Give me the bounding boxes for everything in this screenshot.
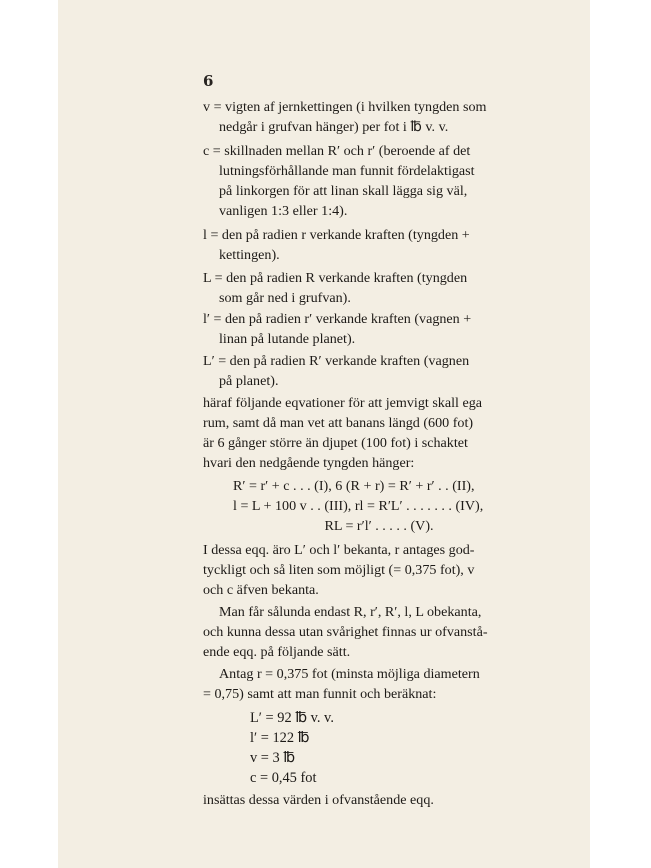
text-line-content: tyckligt och så liten som möjligt (= 0,375 fot), v [203, 562, 475, 578]
text-line [203, 309, 555, 329]
text-line-content: l′ = den på radien r′ verkande kraften (vagnen + [203, 311, 472, 327]
text-line [203, 790, 555, 810]
text-line-content: vanligen 1:3 eller 1:4). [219, 203, 348, 219]
text-line [203, 413, 555, 433]
text-line-content: på linkorgen för att linan skall lägga sig väl, [219, 183, 468, 199]
text-line-content: hvari den nedgående tyngden hänger: [203, 455, 415, 471]
text-line-content: häraf följande eqvationer för att jemvigt skall ega [203, 395, 483, 411]
text-line-content: kettingen). [219, 247, 280, 263]
text-line [219, 371, 555, 391]
given-value-content: L′ = 92 ℔ v. v. [250, 710, 334, 726]
equation-line [233, 496, 585, 516]
text-line-content: är 6 gånger större än djupet (100 fot) i schaktet [203, 435, 468, 451]
text-line [219, 329, 555, 349]
given-value [250, 748, 295, 768]
text-line-content: som går ned i grufvan). [219, 290, 351, 306]
text-line [203, 622, 555, 642]
text-line [203, 433, 555, 453]
text-line-content: Man får sålunda endast R, r′, R′, l, L obekanta, [219, 604, 482, 620]
text-line-content: = 0,75) samt att man funnit och beräknat: [203, 686, 437, 702]
text-line-content: v = vigten af jernkettingen (i hvilken tyngden som [203, 99, 487, 115]
text-line-content: linan på lutande planet). [219, 331, 356, 347]
text-line-content: l = den på radien r verkande kraften (tyngden + [203, 227, 470, 243]
text-line [219, 117, 555, 137]
equation-content: RL = r′l′ . . . . . (V). [324, 518, 434, 534]
text-line-content: och c äfven bekanta. [203, 582, 319, 598]
equation-line [233, 476, 585, 496]
given-value [250, 768, 316, 788]
text-line-content: c = skillnaden mellan R′ och r′ (beroende af det [203, 143, 471, 159]
given-value-content: c = 0,45 fot [250, 770, 317, 786]
given-value-content: l′ = 122 ℔ [250, 730, 310, 746]
text-line-content: och kunna dessa utan svårighet finnas ur ofvanstå- [203, 624, 488, 640]
text-line [219, 201, 555, 221]
text-line-content: nedgår i grufvan hänger) per fot i ℔ v. v. [219, 119, 449, 135]
text-line [219, 161, 555, 181]
text-line-content: rum, samt då man vet att banans längd (600 fot) [203, 415, 474, 431]
text-line [203, 97, 555, 117]
text-line-content: insättas dessa värden i ofvanstående eqq. [203, 792, 434, 808]
text-line [203, 560, 555, 580]
given-value-content: v = 3 ℔ [250, 750, 296, 766]
text-line [203, 580, 555, 600]
text-line [219, 245, 555, 265]
text-line-content: på planet). [219, 373, 279, 389]
text-line [203, 268, 555, 288]
text-line [203, 351, 555, 371]
equation-line [203, 516, 555, 536]
text-line-content: L = den på radien R verkande kraften (tyngden [203, 270, 468, 286]
given-value [250, 708, 334, 728]
text-line [203, 684, 555, 704]
text-line-content: L′ = den på radien R′ verkande kraften (vagnen [203, 353, 470, 369]
text-line [203, 453, 555, 473]
text-line [219, 288, 555, 308]
equation-content: l = L + 100 v . . (III), rl = R′L′ . . . . . . . (IV), [233, 498, 484, 514]
text-line-content: ende eqq. på följande sätt. [203, 644, 351, 660]
text-line [203, 393, 555, 413]
text-line-content: Antag r = 0,375 fot (minsta möjliga diametern [219, 666, 480, 682]
text-line-content: lutningsförhållande man funnit fördelaktigast [219, 163, 475, 179]
text-line [203, 141, 555, 161]
text-line [203, 225, 555, 245]
page-number: 6 [203, 72, 214, 90]
text-line [219, 664, 571, 684]
given-value [250, 728, 309, 748]
text-line [219, 602, 571, 622]
text-line [203, 540, 555, 560]
text-line [219, 181, 555, 201]
text-line-content: I dessa eqq. äro L′ och l′ bekanta, r antages god- [203, 542, 475, 558]
equation-content: R′ = r′ + c . . . (I), 6 (R + r) = R′ + r′ . . (II), [233, 478, 475, 494]
text-line [203, 642, 555, 662]
